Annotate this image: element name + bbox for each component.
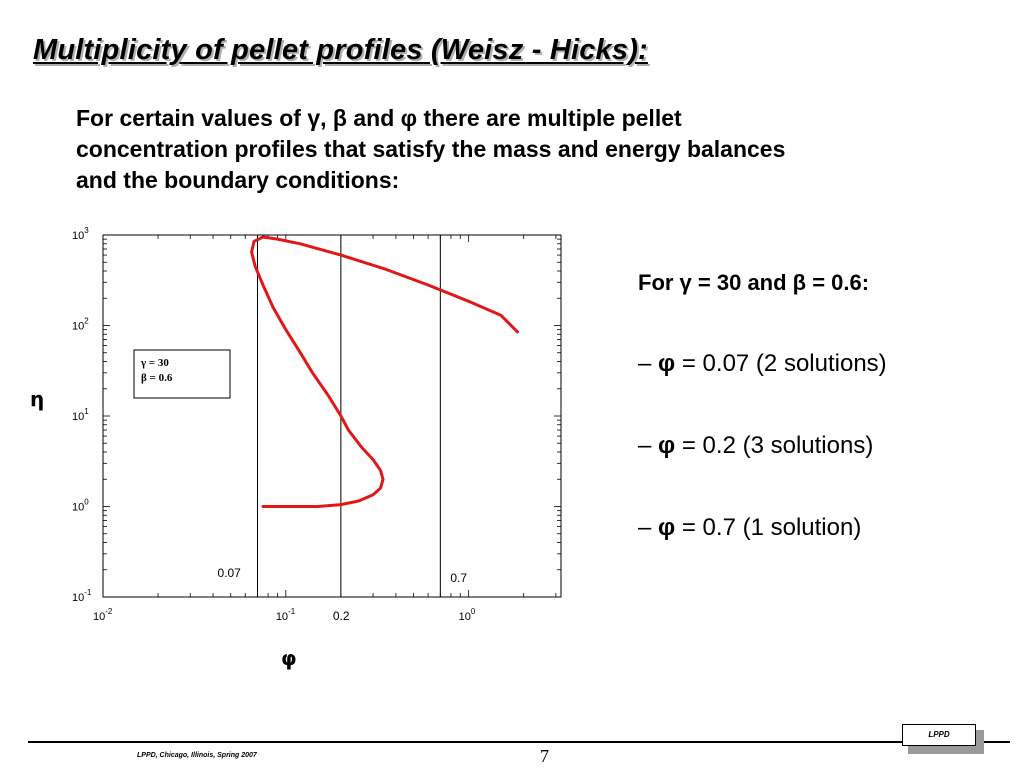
- bullet-dash: –: [638, 514, 652, 541]
- bullet-text: = 0.07 (2 solutions): [675, 350, 887, 377]
- y-tick-label: $10^2$: [72, 316, 89, 333]
- x-axis-title: φ: [281, 646, 297, 670]
- reference-line-label: 0.2: [332, 609, 350, 623]
- footer-caption: LPPD, Chicago, Illinois, Spring 2007: [137, 752, 257, 759]
- x-tick-label: $10^{-2}$: [93, 607, 113, 623]
- y-tick-label: $10^0$: [72, 497, 89, 514]
- phi-symbol: φ: [658, 350, 676, 377]
- intro-line: and the boundary conditions:: [76, 167, 400, 193]
- legend-entry: β = 0.6: [141, 372, 173, 384]
- intro-line: For certain values of γ, β and φ there are multiple pellet: [76, 105, 682, 131]
- bullet-text: = 0.2 (3 solutions): [675, 432, 874, 459]
- bullet-phi-07: [638, 514, 861, 542]
- y-axis-title: η: [30, 387, 45, 411]
- bullet-phi-02: [638, 432, 873, 460]
- legend-entry: γ = 30: [141, 357, 169, 369]
- parameter-heading: For γ = 30 and β = 0.6:: [638, 270, 870, 295]
- x-tick-label: $10^0$: [458, 607, 476, 623]
- plot-frame: [103, 235, 561, 597]
- slide-title: Multiplicity of pellet profiles (Weisz - Hicks):: [33, 34, 648, 66]
- bullet-dash: –: [638, 350, 652, 377]
- intro-line: concentration profiles that satisfy the mass and energy balances: [76, 136, 786, 162]
- bullet-text: = 0.7 (1 solution): [675, 514, 862, 541]
- reference-line-label: 0.7: [450, 571, 468, 585]
- eta-curve: [252, 237, 518, 507]
- phi-symbol: φ: [658, 432, 676, 459]
- bullet-dash: –: [638, 432, 652, 459]
- reference-line-label: 0.07: [217, 566, 241, 580]
- footer-divider: [28, 741, 1010, 743]
- y-tick-label: $10^1$: [72, 407, 89, 423]
- y-tick-label: $10^3$: [72, 226, 89, 242]
- bullet-phi-007: [638, 350, 887, 378]
- phi-symbol: φ: [658, 514, 676, 541]
- page-number: 7: [540, 746, 549, 766]
- lppd-badge: LPPD: [902, 724, 976, 746]
- x-tick-label: $10^{-1}$: [275, 607, 296, 623]
- y-tick-label: $10^{-1}$: [72, 588, 92, 604]
